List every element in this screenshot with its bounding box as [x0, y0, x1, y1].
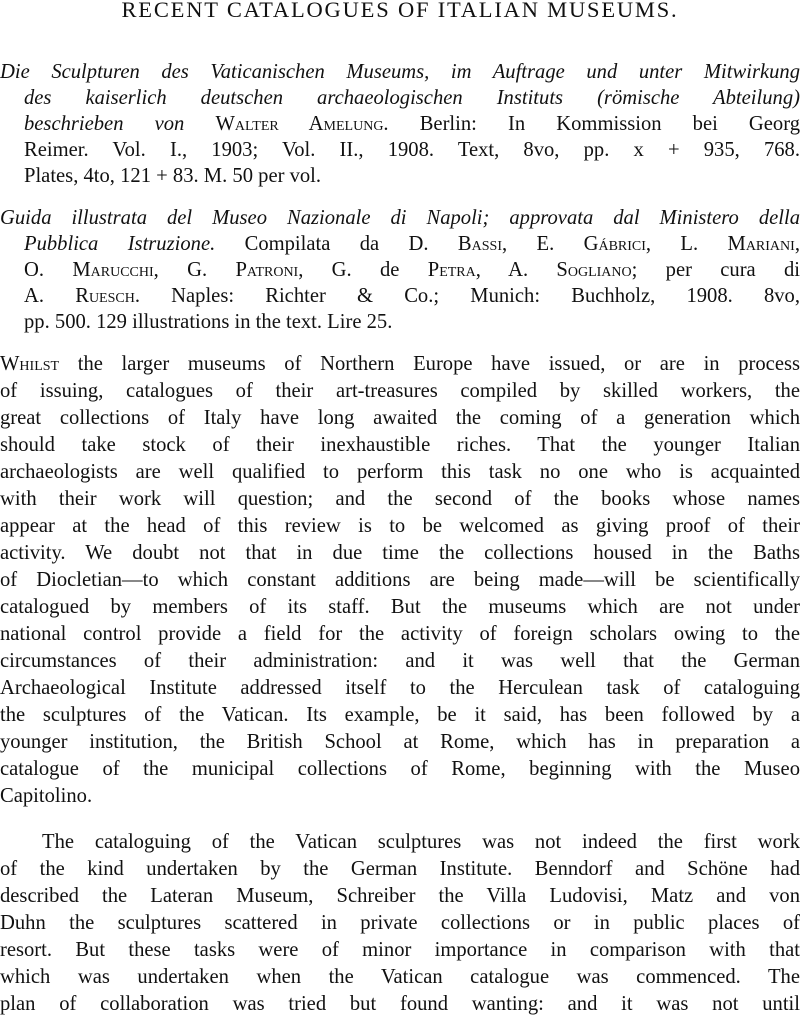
para1-line-13: Archaeological Institute addressed itself to the Herculean task of cataloguing [0, 677, 800, 699]
ref1-line-2: des kaiserlich deutschen archaeologischen Instituts (römische Abteilung) [24, 87, 800, 109]
para1-line-12: circumstances of their administration: and it was well that the German [0, 650, 800, 672]
para1-line-16: catalogue of the municipal collections of Rome, beginning with the Museo [0, 758, 800, 780]
para2-line-4: Duhn the sculptures scattered in private collections or in public places of [0, 912, 800, 934]
para1-line-17: Capitolino. [0, 785, 93, 807]
para1-line-5: archaeologists are well qualified to perform this task no one who is acquainted [0, 461, 800, 483]
ref2-line-1: Guida illustrata del Museo Nazionale di Napoli; approvata dal Ministero della [0, 207, 800, 229]
ref1-line-5: Plates, 4to, 121 + 83. M. 50 per vol. [24, 165, 322, 187]
para1-line-11: national control provide a field for the activity of foreign scholars owing to the [0, 623, 800, 645]
para1-line-4: should take stock of their inexhaustible riches. That the younger Italian [0, 434, 800, 456]
para1-line-8: activity. We doubt not that in due time the collections housed in the Baths [0, 542, 800, 564]
para2-line-3: described the Lateran Museum, Schreiber the Villa Ludovisi, Matz and von [0, 885, 800, 907]
para2-line-2: of the kind undertaken by the German Institute. Benndorf and Schöne had [0, 858, 800, 880]
para1-line-9: of Diocletian—to which constant additions are being made—will be scientifically [0, 569, 800, 591]
ref1-line-3: beschrieben von Walter Amelung. Berlin: In Kommission bei Georg [24, 113, 800, 135]
ref2-line-2: Pubblica Istruzione. Compilata da D. Bassi, E. Gábrici, L. Mariani, [24, 233, 800, 255]
ref2-line-5: pp. 500. 129 illustrations in the text. Lire 25. [24, 311, 393, 333]
para1-line-7: appear at the head of this review is to be welcomed as giving proof of their [0, 515, 800, 537]
para1-line-14: the sculptures of the Vatican. Its example, be it said, has been followed by a [0, 704, 800, 726]
para1-line-10: catalogued by members of its staff. But the museums which are not under [0, 596, 800, 618]
para1-line-15: younger institution, the British School at Rome, which has in preparation a [0, 731, 800, 753]
para2-line-6: which was undertaken when the Vatican catalogue was commenced. The [0, 966, 800, 988]
para1-line-1: Whilst the larger museums of Northern Europe have issued, or are in process [0, 353, 800, 375]
ref2-line-3: O. Marucchi, G. Patroni, G. de Petra, A. Sogliano; per cura di [24, 259, 800, 281]
ref1-line-1: Die Sculpturen des Vaticanischen Museums, im Auftrage und unter Mitwirkung [0, 61, 800, 83]
ref2-line-4: A. Ruesch. Naples: Richter & Co.; Munich: Buchholz, 1908. 8vo, [24, 285, 800, 307]
para1-line-2: of issuing, catalogues of their art-treasures compiled by skilled workers, the [0, 380, 800, 402]
page-title: RECENT CATALOGUES OF ITALIAN MUSEUMS. [121, 0, 679, 22]
para2-line-5: resort. But these tasks were of minor importance in comparison with that [0, 939, 800, 961]
ref1-line-4: Reimer. Vol. I., 1903; Vol. II., 1908. Text, 8vo, pp. x + 935, 768. [24, 139, 800, 161]
para1-line-3: great collections of Italy have long awaited the coming of a generation which [0, 407, 800, 429]
para2-line-7: plan of collaboration was tried but found wanting: and it was not until [0, 993, 800, 1015]
para2-line-1: The cataloguing of the Vatican sculptures was not indeed the first work [42, 831, 800, 853]
para1-line-6: with their work will question; and the second of the books whose names [0, 488, 800, 510]
